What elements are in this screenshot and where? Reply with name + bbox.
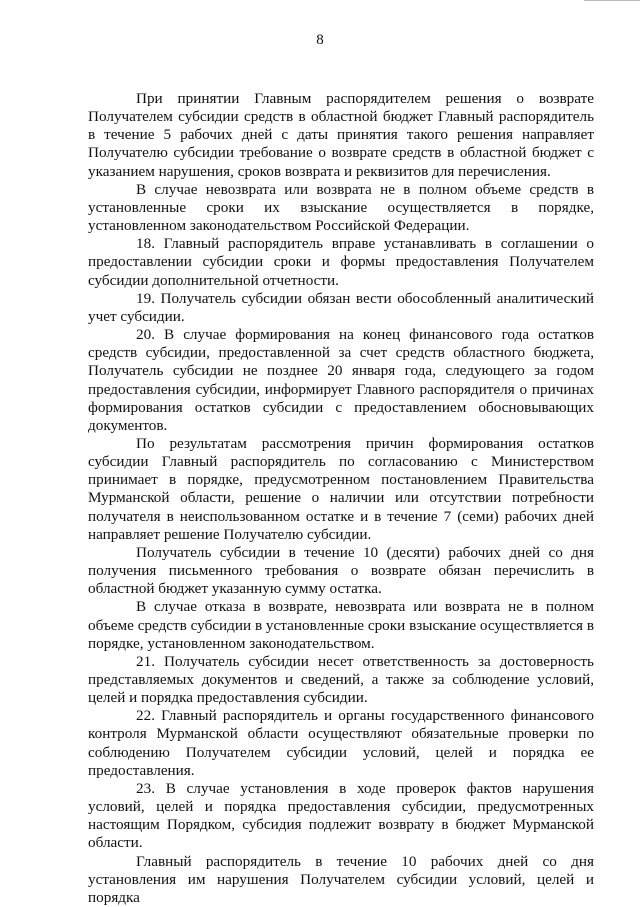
paragraph: При принятии Главным распорядителем решения о возврате Получателем субсидии средств в областной бюджет Главный распорядитель в течение 5 рабочих дней с даты принятия такого решения направляет Получателю субсидии требование о возврате средств в областной бюджет с указанием нарушения, сроков возврата и реквизитов для перечисления. bbox=[88, 90, 594, 180]
paragraph: 21. Получатель субсидии несет ответственность за достоверность представляемых документов и сведений, а также за соблюдение условий, целей и порядка предоставления субсидии. bbox=[88, 652, 594, 707]
paragraph: 20. В случае формирования на конец финансового года остатков средств субсидии, предоставленной за счет средств областного бюджета, Получатель субсидии не позднее 20 января года, следующего за годом предоставления субсидии, информирует Главного распорядителя о причинах формирования остатков субсидии с предоставлением обосновывающих документов. bbox=[88, 326, 594, 434]
paragraph: 23. В случае установления в ходе проверок фактов нарушения условий, целей и порядка предоставления субсидии, предусмотренных настоящим Порядком, субсидия подлежит возврату в бюджет Мурманской области. bbox=[88, 779, 594, 852]
paragraph-continued: Главный распорядитель в течение 10 рабочих дней со дня установления им нарушения Получателем субсидии условий, целей и порядка bbox=[88, 852, 594, 906]
paragraph: 19. Получатель субсидии обязан вести обособленный аналитический учет субсидии. bbox=[88, 289, 594, 325]
page-number: 8 bbox=[316, 32, 324, 48]
paragraph: По результатам рассмотрения причин формирования остатков субсидии Главный распорядитель по согласованию с Министерством принимает в порядке, предусмотренном постановлением Правительства Мурманской области, решение о наличии или отсутствии потребности получателя в неиспользованном остатке и в течение 7 (семи) рабочих дней направляет решение Получателю субсидии. bbox=[88, 434, 594, 543]
document-body bbox=[88, 90, 594, 907]
paragraph: 22. Главный распорядитель и органы государственного финансового контроля Мурманской области осуществляют обязательные проверки по соблюдению Получателем субсидии условий, целей и порядка ее предоставления. bbox=[88, 707, 594, 779]
paragraph: 18. Главный распорядитель вправе устанавливать в соглашении о предоставлении субсидии сроки и формы предоставления Получателем субсидии дополнительной отчетности. bbox=[88, 235, 594, 289]
scan-edge-mark bbox=[584, 0, 640, 1]
paragraph: Получатель субсидии в течение 10 (десяти) рабочих дней со дня получения письменного требования о возврате обязан перечислить в областной бюджет указанную сумму остатка. bbox=[88, 543, 594, 598]
paragraph: В случае невозврата или возврата не в полном объеме средств в установленные сроки их взыскание осуществляется в порядке, установленном законодательством Российской Федерации. bbox=[88, 180, 594, 235]
paragraph: В случае отказа в возврате, невозврата или возврата не в полном объеме средств субсидии в установленные сроки взыскание осуществляется в порядке, установленном законодательством. bbox=[88, 598, 594, 652]
